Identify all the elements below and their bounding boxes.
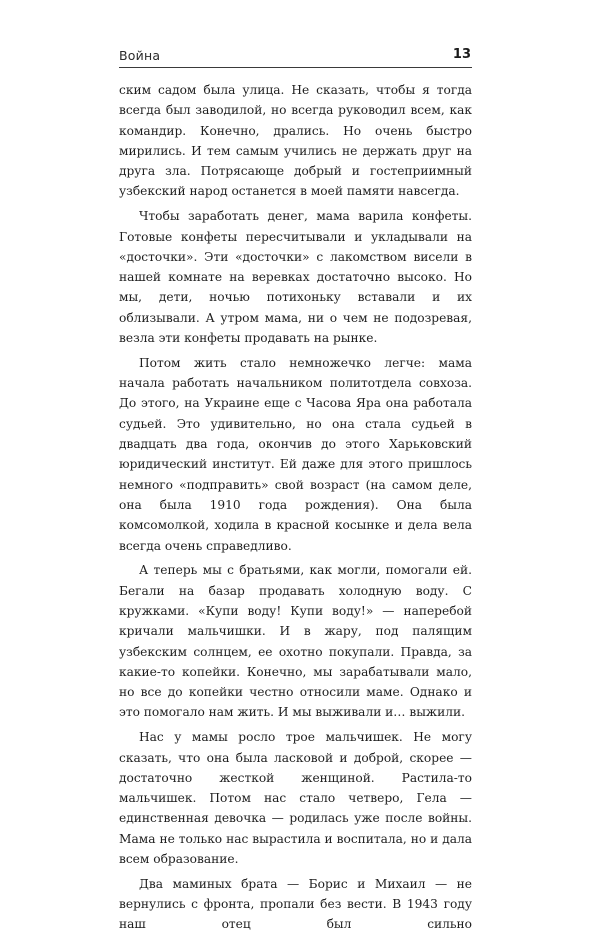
paragraph: А теперь мы с братьями, как могли, помогали ей. Бегали на базар продавать холодную воду. С кружками. «Купи воду! Купи воду!» — наперебой кричали мальчишки. И в жару, под палящим узбекским солнцем, ее охотно покупали. Правда, за какие-то копейки. Конечно, мы зарабатывали мало, но все до копейки честно относили маме. Однако и это помогало нам жить. И мы выживали и… выжили. xyxy=(119,563,472,720)
page-number: 13 xyxy=(452,47,471,62)
paragraph: Два маминых брата — Борис и Михаил — не вернулись с фронта, пропали без вести. В 1943 году наш отец был сильно xyxy=(119,876,472,932)
page-header xyxy=(119,46,471,66)
paragraph: ским садом была улица. Не сказать, чтобы я тогда всегда был заводилой, но всегда руководил всем, как командир. Конечно, дрались. Но очень быстро мирились. И тем самым учились не держать друг на друга зла. Потрясающе добрый и гостеприимный узбекский народ останется в моей памяти навсегда. xyxy=(119,83,472,199)
paragraph: Потом жить стало немножечко легче: мама начала работать начальником политотдела совхоза. До этого, на Украине еще с Часова Яра она работала судьей. Это удивительно, но она стала судьей в двадцать два года, окончив до этого Харьковский юридический институт. Ей даже для этого пришлось немного «подправить» свой возраст (на самом деле, она была 1910 года рождения). Она была комсомолкой, ходила в красной косынке и дела вела всегда очень справедливо. xyxy=(119,355,472,553)
body-text xyxy=(119,80,472,935)
running-title: Война xyxy=(119,48,161,63)
header-divider xyxy=(119,67,472,68)
paragraph: Нас у мамы росло трое мальчишек. Не могу сказать, что она была ласковой и доброй, скорее — достаточно жесткой женщиной. Растила-то мальчишек. Потом нас стало четверо, Гела — единственная девочка — родилась уже после войны. Мама не только нас вырастила и воспитала, но и дала всем образование. xyxy=(119,730,472,866)
paragraph: Чтобы заработать денег, мама варила конфеты. Готовые конфеты пересчитывали и укладывали на «досточки». Эти «досточки» с лакомством висели в нашей комнате на веревках достаточно высоко. Но мы, дети, ночью потихоньку вставали и их облизывали. А утром мама, ни о чем не подозревая, везла эти конфеты продавать на рынке. xyxy=(119,209,472,346)
